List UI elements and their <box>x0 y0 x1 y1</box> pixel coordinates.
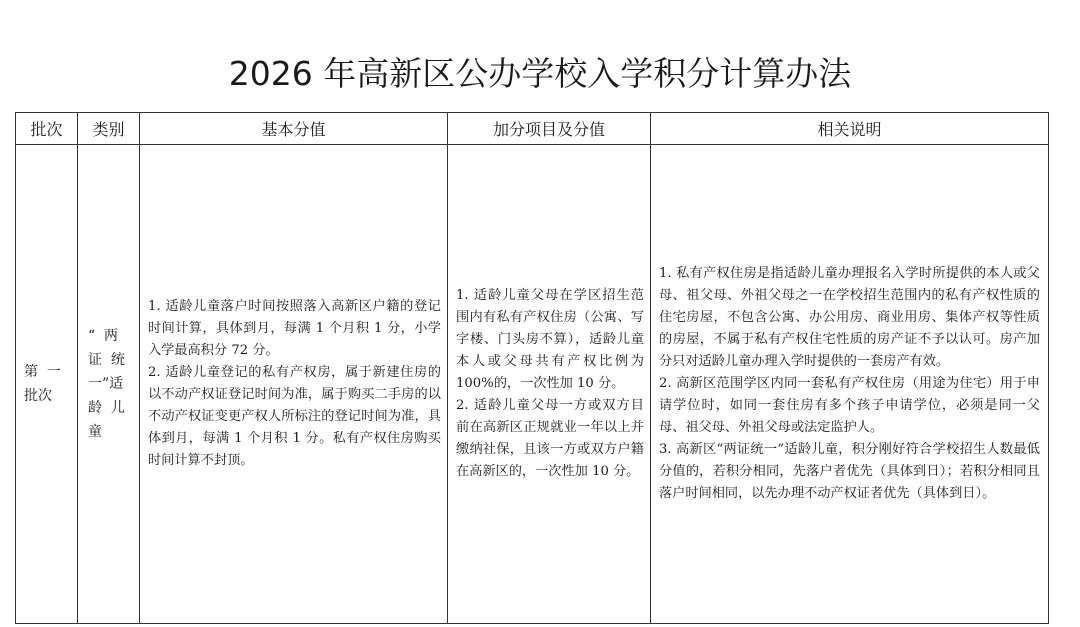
batch-line: 第 一 <box>24 364 61 380</box>
category-line: 龄 儿 <box>88 400 125 416</box>
header-basic-score: 基本分值 <box>140 113 448 145</box>
category-line: 证 统 <box>88 352 125 368</box>
basic-score-item: 1. 适龄儿童落户时间按照落入高新区户籍的登记时间计算，具体到月，每满 1 个月积 1 分，小学入学最高积分 72 分。 <box>148 299 441 358</box>
note-item: 3. 高新区“两证统一”适龄儿童，积分刚好符合学校招生人数最低分值的，若积分相同，先落户者优先（具体到日）；若积分相同且落户时间相同，以先办理不动产权证者优先（具体到日）。 <box>659 442 1040 501</box>
bonus-items-cell <box>448 145 651 624</box>
category-cell <box>78 145 140 624</box>
batch-line: 批次 <box>24 388 52 404</box>
bonus-item: 2. 适龄儿童父母一方或双方目前在高新区正规就业一年以上并缴纳社保，且该一方或双方户籍在高新区的，一次性加 10 分。 <box>456 398 644 479</box>
category-line: “ 两 <box>88 328 119 344</box>
header-bonus-items: 加分项目及分值 <box>448 113 651 145</box>
batch-cell <box>16 145 78 624</box>
page-title: 2026 年高新区公办学校入学积分计算办法 <box>228 54 852 93</box>
table-header-row <box>16 113 1049 145</box>
note-item: 1. 私有产权住房是指适龄儿童办理报名入学时所提供的本人或父母、祖父母、外祖父母之一在学校招生范围内的私有产权性质的住宅房屋，不包含公寓、办公用房、商业用房、集体产权等性质的房屋，不属于私有产权住宅性质的房产证不予以认可。房产加分只对适龄儿童办理入学时提供的一套房产有效。 <box>659 266 1040 369</box>
category-line: 一”适 <box>88 376 124 392</box>
header-batch: 批次 <box>16 113 78 145</box>
category-line: 童 <box>88 424 102 440</box>
points-table <box>15 112 1049 624</box>
bonus-item: 1. 适龄儿童父母在学区招生范围内有私有产权住房（公寓、写字楼、门头房不算），适龄儿童本人或父母共有产权比例为 100%的，一次性加 10 分。 <box>456 288 644 391</box>
note-item: 2. 高新区范围学区内同一套私有产权住房（用途为住宅）用于申请学位时，如同一套住房有多个孩子申请学位，必须是同一父母、祖父母、外祖父母或法定监护人。 <box>659 376 1040 435</box>
basic-score-cell <box>140 145 448 624</box>
notes-cell <box>651 145 1049 624</box>
basic-score-item: 2. 适龄儿童登记的私有产权房，属于新建住房的以不动产权证登记时间为准，属于购买二手房的以不动产权证变更产权人所标注的登记时间为准，具体到月，每满 1 个月积 1 分。私有产权住房购买时间计算不封顶。 <box>148 365 441 468</box>
header-notes: 相关说明 <box>651 113 1049 145</box>
table-row <box>16 145 1049 624</box>
header-category: 类别 <box>78 113 140 145</box>
